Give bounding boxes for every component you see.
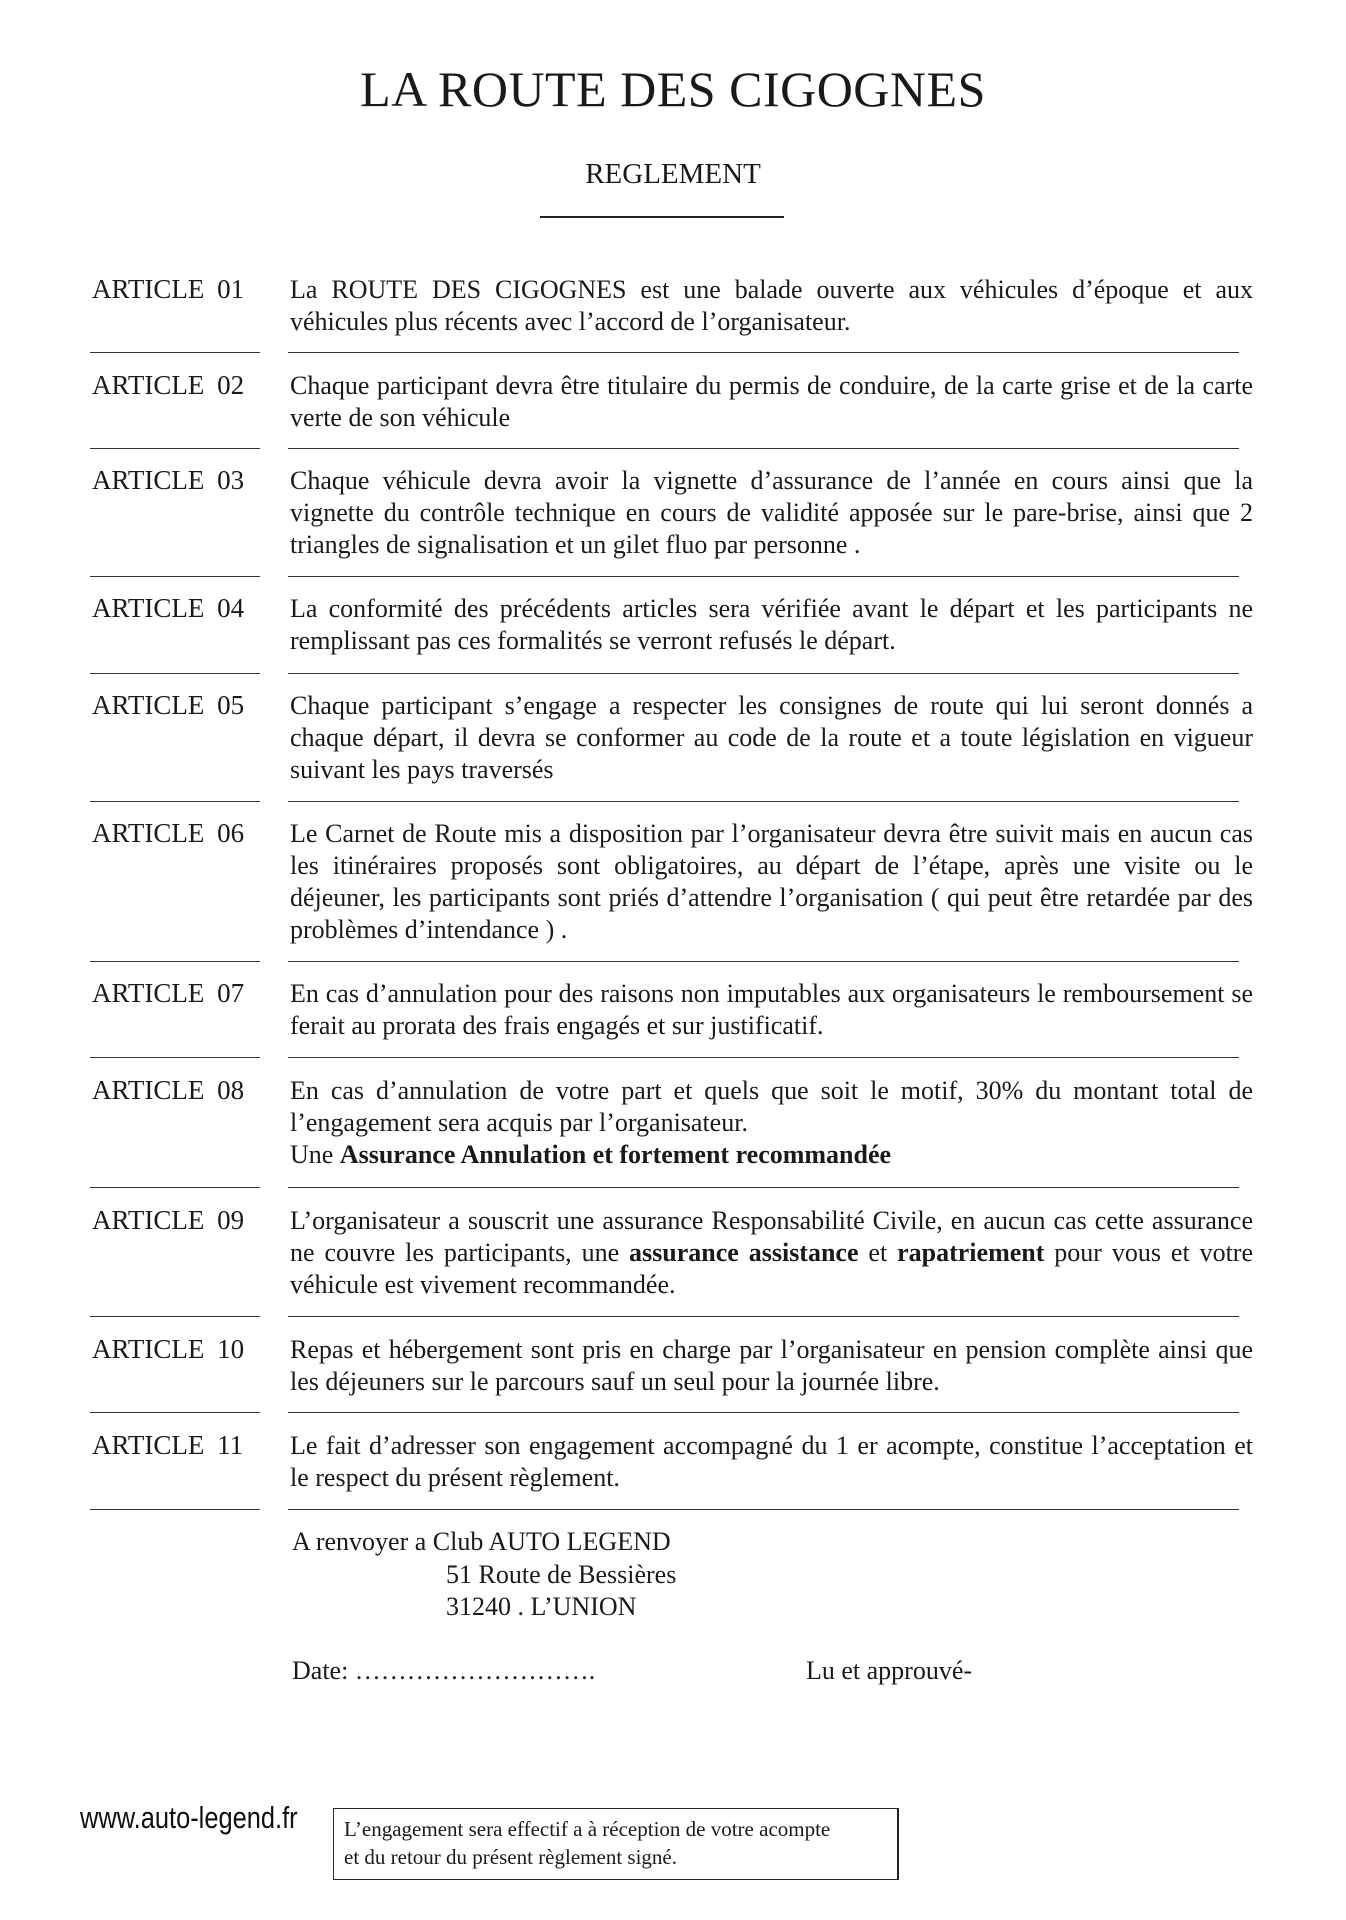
- article-text: [290, 274, 1253, 338]
- article-text: [290, 690, 1253, 786]
- separator-right: [288, 576, 1239, 577]
- separator-right: [288, 801, 1239, 802]
- article-label: ARTICLE 03: [92, 465, 245, 495]
- date-field-label: Date: ……………………….: [292, 1656, 596, 1685]
- address-line-2: 51 Route de Bessières: [446, 1560, 677, 1589]
- separator-right: [288, 673, 1239, 674]
- separator-left: [90, 1057, 260, 1058]
- article-text-bold: rapatriement: [897, 1238, 1045, 1267]
- address-line-3: 31240 . L’UNION: [446, 1592, 637, 1621]
- separator-right: [288, 1412, 1239, 1413]
- article-text: [290, 1430, 1253, 1494]
- separator-left: [90, 673, 260, 674]
- article-label: ARTICLE 05: [92, 690, 245, 720]
- article-text: [290, 978, 1253, 1042]
- article-text-segment: En cas d’annulation pour des raisons non imputables aux organisateurs le remboursement se ferait au prorata des frais engagés et sur justificatif.: [290, 979, 1253, 1040]
- article-text-segment: et: [858, 1238, 898, 1267]
- article-text-segment: Chaque véhicule devra avoir la vignette d’assurance de l’année en cours ainsi que la vignette du contrôle technique en cours de validité apposée sur le pare-brise, ainsi que 2 triangles de signalisation et un gilet fluo par personne .: [290, 466, 1253, 559]
- notice-line-1: L’engagement sera effectif a à réception de votre acompte: [344, 1817, 831, 1841]
- article-text: [290, 1075, 1253, 1171]
- separator-left: [90, 352, 260, 353]
- separator-left: [90, 1316, 260, 1317]
- article-label: ARTICLE 06: [92, 818, 245, 848]
- article-text-segment: Le Carnet de Route mis a disposition par l’organisateur devra être suivit mais en aucun cas les itinéraires proposés sont obligatoires, au départ de l’étape, après une visite ou le déjeuner, les participants sont priés d’attendre l’organisation ( qui peut être retardée par des problèmes d’intendance ) .: [290, 819, 1253, 944]
- separator-left: [90, 448, 260, 449]
- separator-left: [90, 1187, 260, 1188]
- notice-box: [333, 1808, 899, 1880]
- article-label: ARTICLE 09: [92, 1205, 245, 1235]
- article-text-segment: La ROUTE DES CIGOGNES est une balade ouverte aux véhicules d’époque et aux véhicules plus récents avec l’accord de l’organisateur.: [290, 275, 1253, 336]
- article-label: ARTICLE 04: [92, 593, 245, 623]
- article-text-segment: Le fait d’adresser son engagement accompagné du 1 er acompte, constitue l’acceptation et le respect du présent règlement.: [290, 1431, 1253, 1492]
- article-text: [290, 1334, 1253, 1398]
- separator-right: [288, 448, 1239, 449]
- article-text-segment: La conformité des précédents articles sera vérifiée avant le départ et les participants ne remplissant pas ces formalités se verront refusés le départ.: [290, 594, 1253, 655]
- article-text-segment: Chaque participant s’engage a respecter les consignes de route qui lui seront donnés a chaque départ, il devra se conformer au code de la route et a toute législation en vigueur suivant les pays traversés: [290, 691, 1253, 784]
- notice-line-2: et du retour du présent règlement signé.: [344, 1845, 677, 1869]
- subtitle-underline: [540, 216, 784, 218]
- article-label: ARTICLE 07: [92, 978, 245, 1008]
- page-title: LA ROUTE DES CIGOGNES: [360, 61, 986, 117]
- separator-right: [288, 352, 1239, 353]
- separator-left: [90, 1412, 260, 1413]
- article-text-segment: Repas et hébergement sont pris en charge par l’organisateur en pension complète ainsi que les déjeuners sur le parcours sauf un seul pour la journée libre.: [290, 1335, 1253, 1396]
- article-text: [290, 593, 1253, 657]
- approval-label: Lu et approuvé-: [806, 1656, 973, 1685]
- article-text-segment: Chaque participant devra être titulaire du permis de conduire, de la carte grise et de la carte verte de son véhicule: [290, 371, 1253, 432]
- article-label: ARTICLE 01: [92, 274, 245, 304]
- article-text: [290, 818, 1253, 946]
- article-text-bold: Assurance Annulation et fortement recommandée: [339, 1140, 892, 1169]
- separator-left: [90, 961, 260, 962]
- separator-left: [90, 1509, 260, 1510]
- separator-right: [288, 1057, 1239, 1058]
- separator-right: [288, 1509, 1239, 1510]
- separator-right: [288, 1316, 1239, 1317]
- separator-right: [288, 961, 1239, 962]
- separator-right: [288, 1187, 1239, 1188]
- article-label: ARTICLE 11: [92, 1430, 244, 1460]
- article-text-bold: assurance assistance: [629, 1238, 859, 1267]
- article-text-segment: L’organisateur a souscrit une assurance Responsabilité Civile, en aucun cas cette assurance ne couvre les participants, une: [290, 1206, 1253, 1267]
- article-label: ARTICLE 02: [92, 370, 245, 400]
- address-line-1: A renvoyer a Club AUTO LEGEND: [292, 1527, 671, 1556]
- article-text-segment: En cas d’annulation de votre part et quels que soit le motif, 30% du montant total de l’engagement sera acquis par l’organisateur.: [290, 1076, 1253, 1137]
- article-label: ARTICLE 08: [92, 1075, 245, 1105]
- separator-left: [90, 801, 260, 802]
- article-text-segment: Une: [290, 1140, 340, 1169]
- article-text: [290, 465, 1253, 561]
- article-text: [290, 1205, 1253, 1301]
- website-link[interactable]: www.auto-legend.fr: [80, 1800, 298, 1835]
- article-text: [290, 370, 1253, 434]
- article-label: ARTICLE 10: [92, 1334, 245, 1364]
- page-subtitle: REGLEMENT: [585, 158, 761, 190]
- article-text-segment: pour vous et votre véhicule est vivement recommandée.: [290, 1238, 1253, 1299]
- separator-left: [90, 576, 260, 577]
